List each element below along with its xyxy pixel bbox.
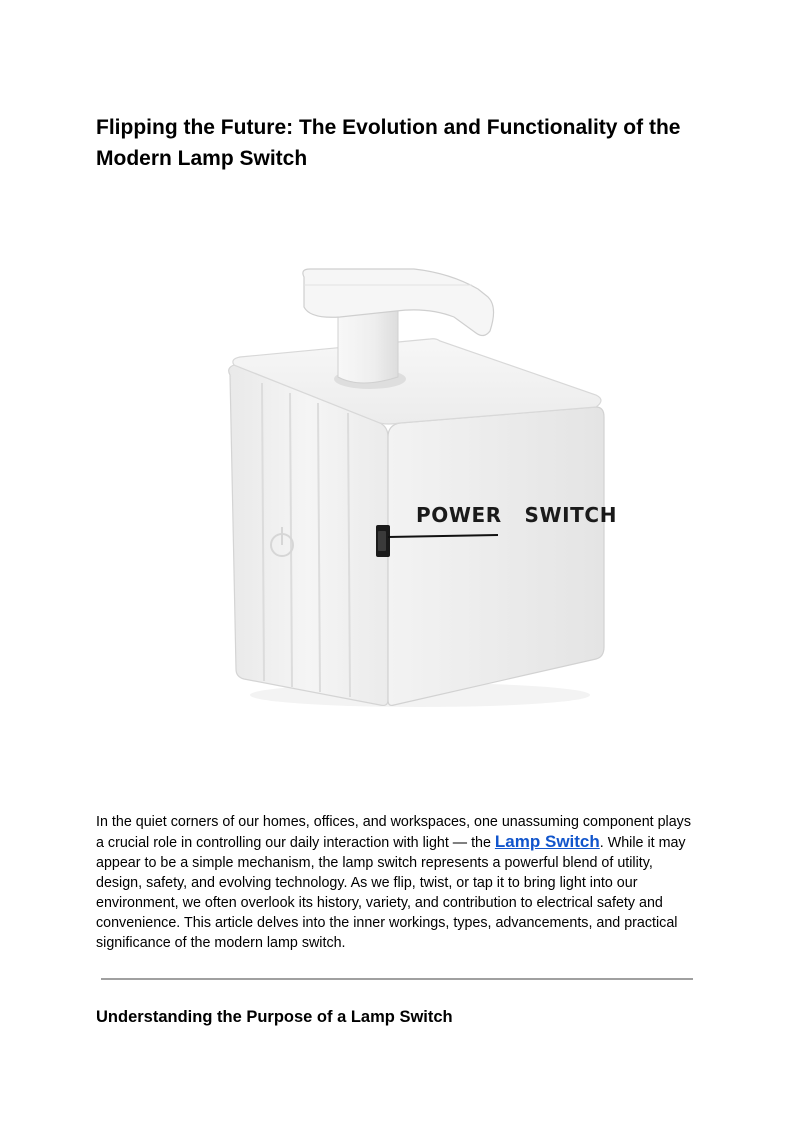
power-switch-label: POWER SWITCH — [416, 503, 618, 527]
lamp-switch-icon — [200, 255, 640, 715]
article-title: Flipping the Future: The Evolution and Functionality of the Modern Lamp Switch — [96, 116, 681, 170]
lamp-switch-link[interactable]: Lamp Switch — [494, 832, 600, 851]
intro-paragraph — [96, 812, 700, 953]
product-image — [200, 255, 640, 715]
intro-text-end: . While it may appear to be a simple mechanism, the lamp switch represents a powerful blend of utility, design, safety, and evolving technology. As we flip, twist, or tap it to bring light into our environment, we often overlook its history, variety, and contribution to electrical safety and convenience. This article delves into the inner workings, types, advancements, and practical significance of the modern lamp switch. — [96, 835, 686, 951]
intro-text-start: In the quiet corners of our homes, offices, and workspaces, one unassuming component plays a crucial role in controlling our daily interaction with light — the — [96, 814, 691, 851]
section-divider — [101, 978, 693, 980]
section-heading: Understanding the Purpose of a Lamp Switch — [96, 1008, 453, 1026]
